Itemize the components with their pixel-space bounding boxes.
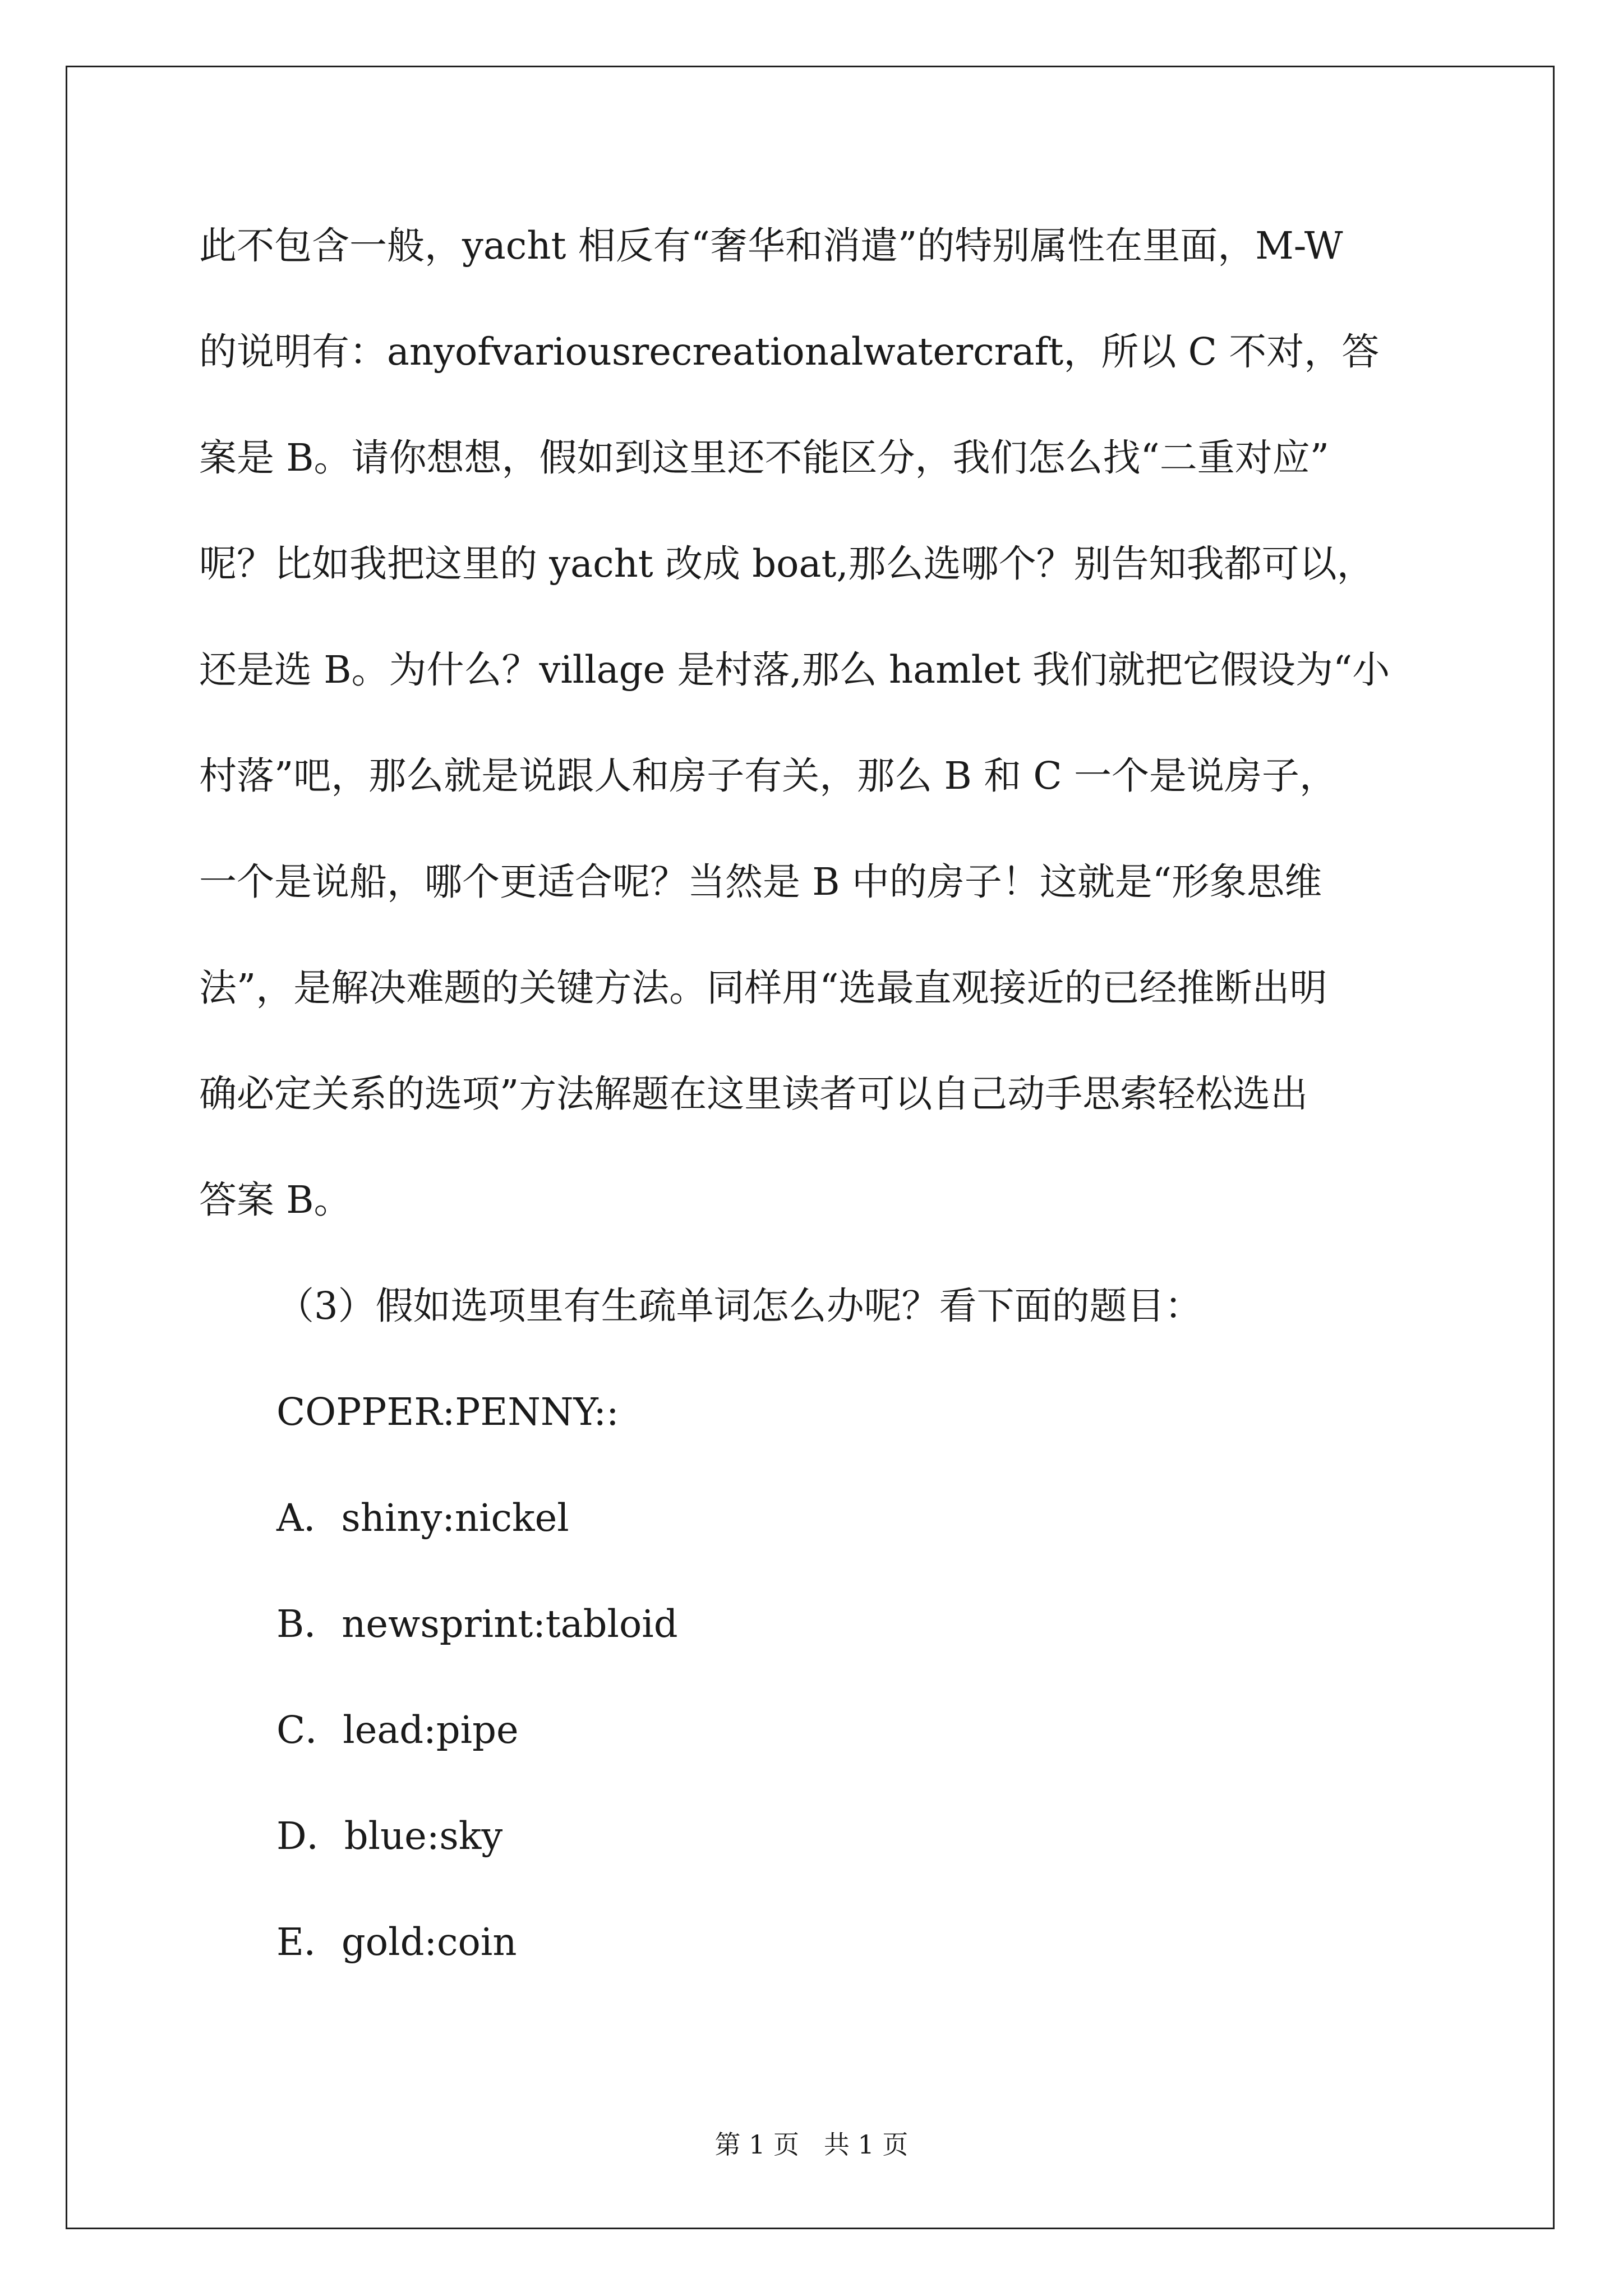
option-c: C．lead:pipe — [276, 1708, 519, 1752]
paragraph-line: 还是选 B。为什么？village 是村落,那么 hamlet 我们就把它假设为“小 — [199, 648, 1390, 692]
question-heading: （3）假如选项里有生疏单词怎么办呢？看下面的题目： — [276, 1284, 1202, 1328]
paragraph-line: 此不包含一般，yacht 相反有“奢华和消遣”的特别属性在里面，M-W — [199, 224, 1343, 268]
question-stem: COPPER:PENNY:: — [276, 1390, 619, 1434]
option-e: E．gold:coin — [276, 1920, 517, 1964]
option-b: B．newsprint:tabloid — [276, 1602, 678, 1646]
document-body — [199, 223, 1433, 2026]
paragraph-line: 案是 B。请你想想，假如到这里还不能区分，我们怎么找“二重对应” — [199, 436, 1330, 480]
paragraph-line: 村落”吧，那么就是说跟人和房子有关，那么 B 和 C 一个是说房子， — [199, 754, 1337, 798]
paragraph-line: 确必定关系的选项”方法解题在这里读者可以自己动手思索轻松选出 — [199, 1072, 1308, 1116]
page-footer: 第 1 页 共 1 页 — [714, 2129, 909, 2160]
paragraph-line: 答案 B。 — [199, 1178, 352, 1222]
paragraph-line: 呢？比如我把这里的 yacht 改成 boat,那么选哪个？别告知我都可以， — [199, 542, 1375, 586]
paragraph-line: 一个是说船，哪个更适合呢？当然是 B 中的房子！这就是“形象思维 — [199, 860, 1322, 904]
option-d: D．blue:sky — [276, 1814, 503, 1858]
option-a: A．shiny:nickel — [276, 1496, 569, 1540]
paragraph-line: 的说明有：anyofvariousrecreationalwatercraft，所以 C 不对，答 — [199, 330, 1380, 374]
paragraph-line: 法”，是解决难题的关键方法。同样用“选最直观接近的已经推断出明 — [199, 966, 1327, 1010]
